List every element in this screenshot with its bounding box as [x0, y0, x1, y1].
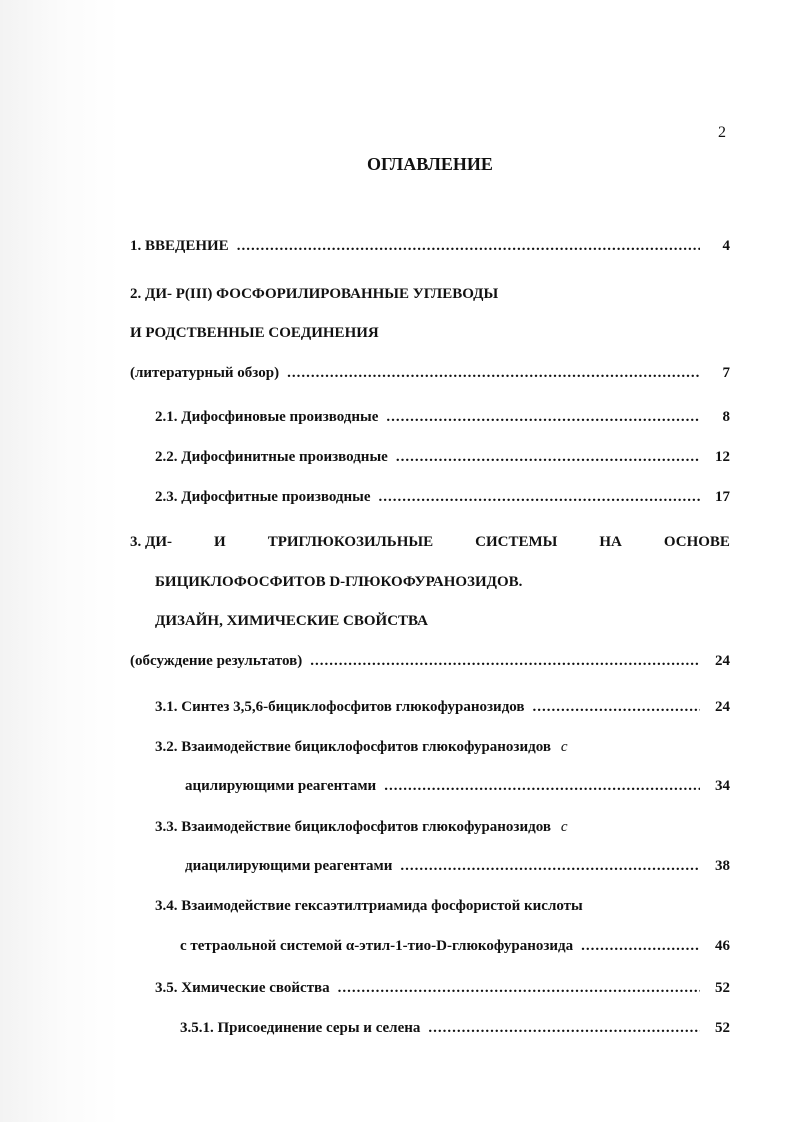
- toc-entry-text: 3.5.1. Присоединение серы и селена: [180, 1020, 421, 1036]
- toc-entry-text: диацилирующими реагентами: [185, 858, 393, 874]
- toc-entry-text: 2.1. Дифосфиновые производные: [155, 409, 379, 425]
- page-title: ОГЛАВЛЕНИЕ: [367, 154, 493, 174]
- toc-page-number: 52: [715, 980, 730, 996]
- toc-entry-3-4-line1: 3.4. Взаимодействие гексаэтилтриамида фосфористой кислоты: [155, 898, 583, 914]
- toc-page-number: 52: [715, 1020, 730, 1036]
- heading-word: ТРИГЛЮКОЗИЛЬНЫЕ: [267, 534, 434, 550]
- heading-word: ОСНОВЕ: [663, 534, 730, 550]
- toc-entry-text: (обсуждение результатов): [130, 653, 303, 669]
- toc-entry-2-2: [155, 447, 730, 467]
- dot-leader: [386, 407, 700, 427]
- toc-entry-2-1: [155, 407, 730, 427]
- toc-page-number: 17: [715, 489, 730, 505]
- heading-word: СИСТЕМЫ: [475, 534, 558, 550]
- toc-heading-3-line3: ДИЗАЙН, ХИМИЧЕСКИЕ СВОЙСТВА: [155, 613, 428, 629]
- toc-page-number: 24: [715, 653, 730, 669]
- dot-leader: [400, 856, 700, 876]
- toc-entry-text: 3.5. Химические свойства: [155, 980, 330, 996]
- toc-entry-text: 2.2. Дифосфинитные производные: [155, 449, 388, 465]
- dot-leader: [287, 363, 700, 383]
- dot-leader: [428, 1018, 700, 1038]
- toc-heading-2-line1: 2. ДИ- Р(III) ФОСФОРИЛИРОВАННЫЕ УГЛЕВОДЫ: [130, 286, 499, 302]
- toc-heading-3-line2: БИЦИКЛОФОСФИТОВ D-ГЛЮКОФУРАНОЗИДОВ.: [155, 574, 523, 590]
- toc-heading-3-line1: [130, 532, 730, 552]
- dot-leader: [379, 487, 700, 507]
- toc-entry-text: ацилирующими реагентами: [185, 778, 377, 794]
- toc-entry-3-2-line1: [155, 737, 730, 757]
- dot-leader: [237, 236, 700, 256]
- toc-entry-text: с тетраольной системой α-этил-1-тио-D-глюкофуранозида: [180, 938, 574, 954]
- toc-entry-3-5-1: [180, 1018, 730, 1038]
- dot-leader: [396, 447, 700, 467]
- toc-page-number: 46: [715, 938, 730, 954]
- heading-word: 3. ДИ-: [130, 534, 172, 550]
- handwritten-mark: с: [560, 819, 568, 835]
- toc-page-number: 38: [715, 858, 730, 874]
- toc-entry-3-3-line2: [185, 856, 730, 876]
- dot-leader: [338, 978, 700, 998]
- dot-leader: [310, 651, 700, 671]
- toc-entry-text: 3.2. Взаимодействие бициклофосфитов глюкофуранозидов: [155, 739, 551, 755]
- toc-entry-3-1: [155, 697, 730, 717]
- toc-entry-3-2-line2: [185, 776, 730, 796]
- toc-page-number: 24: [715, 699, 730, 715]
- toc-entry-1: [130, 236, 730, 256]
- dot-leader: [581, 936, 700, 956]
- toc-entry-text: (литературный обзор): [130, 365, 280, 381]
- toc-entry-2-3: [155, 487, 730, 507]
- toc-page-number: 12: [715, 449, 730, 465]
- toc-page-number: 34: [715, 778, 730, 794]
- page-number: 2: [718, 124, 726, 141]
- toc-entry-text: 3.3. Взаимодействие бициклофосфитов глюкофуранозидов: [155, 819, 551, 835]
- dot-leader: [533, 697, 700, 717]
- toc-page-number: 8: [722, 409, 730, 425]
- toc-entry-3-4-line2: [180, 936, 730, 956]
- toc-entry-3-3-line1: [155, 817, 730, 837]
- toc-entry-3-5: [155, 978, 730, 998]
- toc-entry-3: [130, 651, 730, 671]
- heading-word: И: [214, 534, 226, 550]
- handwritten-mark: с: [560, 739, 568, 755]
- dot-leader: [384, 776, 700, 796]
- toc-entry-text: 3.1. Синтез 3,5,6-бициклофосфитов глюкофуранозидов: [155, 699, 525, 715]
- toc-entry-2: [130, 363, 730, 383]
- toc-entry-text: 2.3. Дифосфитные производные: [155, 489, 371, 505]
- toc-page-number: 4: [722, 238, 730, 254]
- toc-entry-text: 1. ВВЕДЕНИЕ: [130, 238, 229, 254]
- toc-heading-2-line2: И РОДСТВЕННЫЕ СОЕДИНЕНИЯ: [130, 325, 379, 341]
- toc-page-number: 7: [722, 365, 730, 381]
- heading-word: НА: [599, 534, 622, 550]
